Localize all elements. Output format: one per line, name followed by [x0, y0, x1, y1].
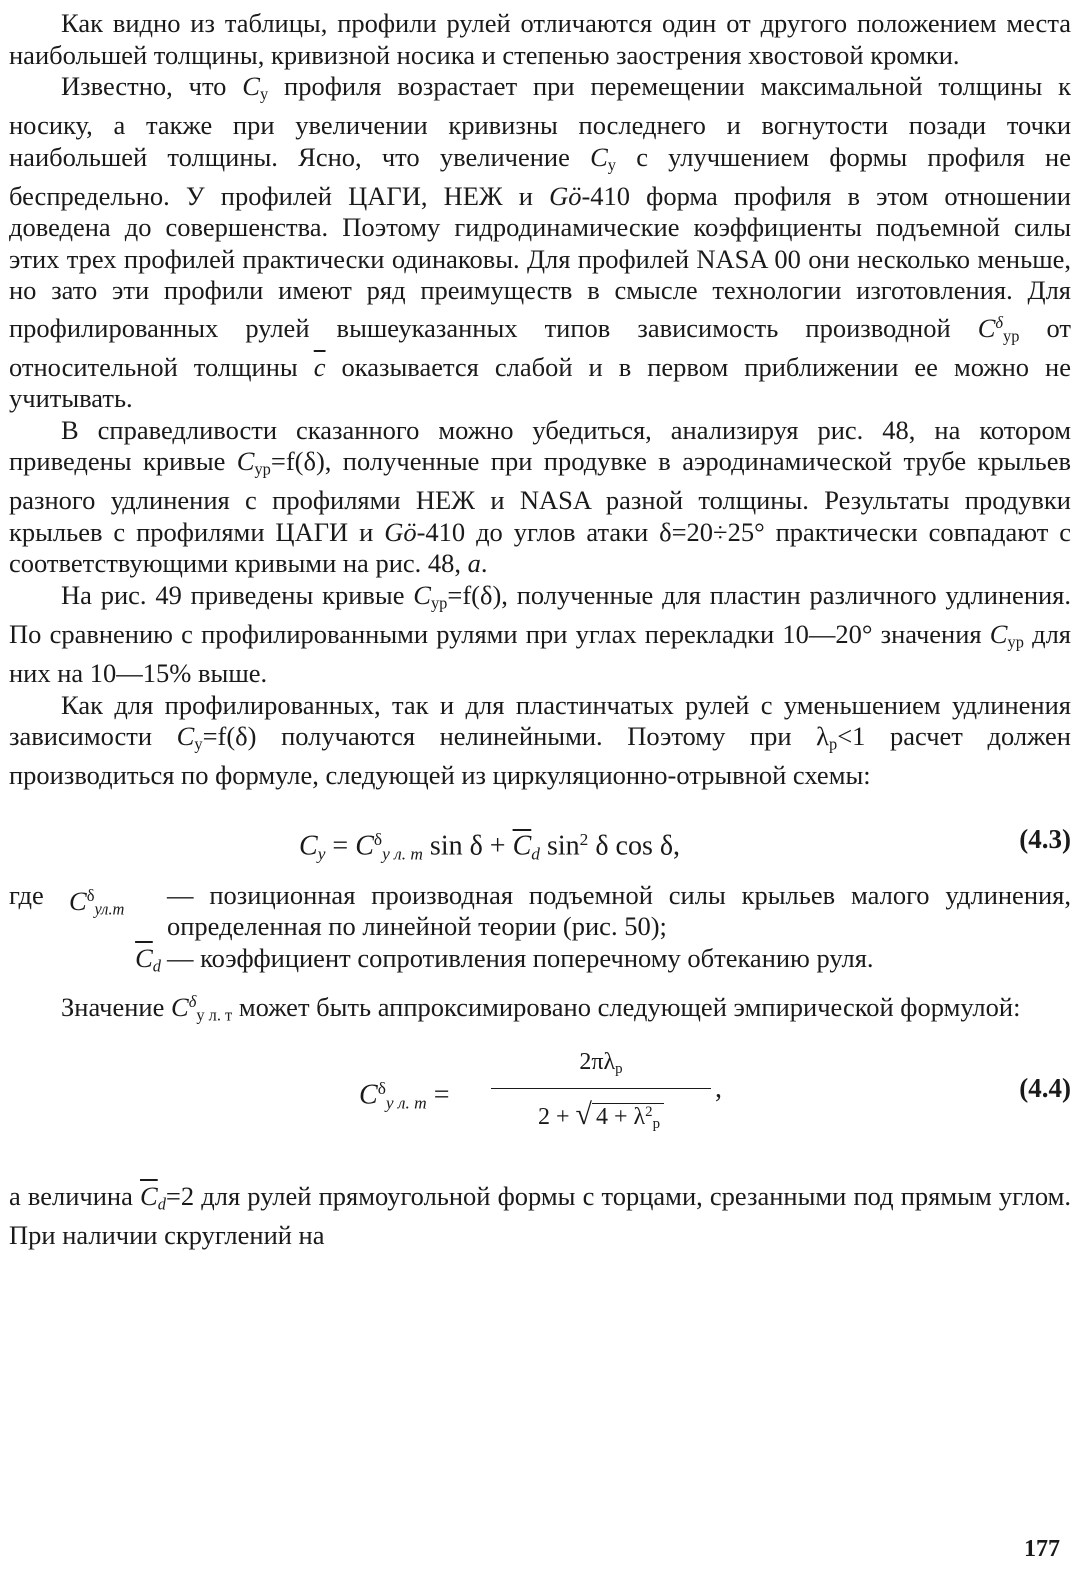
definition-text-1: — позиционная производная подъемной силы крыльев малого удлинения, определенная по линейной теории (рис. 50);: [167, 879, 1071, 942]
equation-number-4-3: (4.3): [1019, 823, 1071, 854]
symbol-cd-sub: d: [157, 1194, 166, 1214]
fraction-denominator: 2 + √ $4 + \lambda^2_p$: [491, 1089, 711, 1141]
symbol-f-delta-2: =f(δ): [447, 579, 502, 610]
p6-text-a: Значение: [61, 991, 171, 1022]
p5-text-a: Как для профилированных, так и для пластинчатых рулей с уменьшением удлинения зависимости: [9, 689, 1071, 752]
symbol-lambda-p: $\lambda_p<1$: [816, 721, 866, 754]
p3-text-b: , полученные при продувке в аэродинамической трубе крыльев разного удлинения с профилями НЕЖ и NASA разной толщины. Результаты продувки крыльев с профилями ЦАГИ и: [9, 446, 1071, 547]
p6-text-b: может быть аппроксимировано следующей эмпирической формулой:: [232, 991, 1021, 1022]
p4-text-c: для них на 10—15% выше.: [9, 619, 1071, 689]
paragraph-5: [9, 690, 1071, 792]
definition-lead: где: [9, 879, 44, 910]
definition-symbol-2: $\overline{C}_d$: [135, 942, 161, 976]
symbol-cy-2: $C_y$: [590, 141, 616, 175]
formula-4-4-comma: ,: [715, 1072, 722, 1104]
paragraph-1: [9, 8, 1071, 71]
p2-text-a: Известно, что: [61, 71, 243, 101]
document-page: [9, 8, 1071, 1252]
symbol-f-delta-3: =f(δ): [202, 721, 257, 752]
symbol-cy: $C_y$: [242, 71, 269, 104]
paragraph-7: [9, 1181, 1071, 1252]
formula-4-3: [9, 814, 1071, 872]
p5-text-b: получаются нелинейными. Поэтому при: [256, 721, 817, 752]
symbol-cyp-f: $C_{yp}$: [236, 446, 271, 479]
symbol-eq-2: =2: [165, 1180, 195, 1211]
symbol-cd-bar: $\overline{C}$: [140, 1180, 158, 1211]
fraction-numerator: $2\pi\lambda_p$: [491, 1047, 711, 1089]
symbol-cyp: $C_{yp}$: [413, 579, 448, 613]
formula-4-4: [9, 1045, 1071, 1155]
definition-symbol-1: $C^\delta_{ул.т}$: [69, 885, 125, 919]
symbol-a: a: [467, 548, 481, 579]
p2-text-c: с улучшением формы профиля не беспредельно. У профилей ЦАГИ, НЕЖ и: [9, 141, 1071, 211]
paragraph-4: [9, 580, 1071, 690]
paragraph-2: [9, 71, 1071, 415]
p3-text-c: -410 до углов атаки δ=20÷25° практически совпадают с соответствующими кривыми на рис. 48,: [9, 516, 1071, 579]
symbol-c-delta-yp: $C^\delta_{yp}$: [977, 312, 1020, 346]
p2-text-b: профиля возрастает при перемещении максимальной толщины к носику, а также при увеличении кривизны последнего и вогнутости позади точки наибольшей толщины. Ясно, что увеличение: [9, 71, 1071, 172]
p2-text-d: -410 форма профиля в этом отношении доведена до совершенства. Поэтому гидродинамические коэффициенты подъемной силы этих трех профилей практически одинаковы. Для профилей NASA 00 они несколько меньше, но зато эти профили имеют ряд преимуществ в смысле технологии изготовления. Для профилированных рулей вышеуказанных типов зависимость производной: [9, 180, 1071, 343]
equation-number-4-4: (4.4): [1019, 1072, 1071, 1103]
symbol-c-delta-ylt: $C^\delta_{y л. т}$: [171, 991, 233, 1025]
symbol-f-delta: =f(δ): [270, 446, 325, 477]
formula-4-3-expression: $C_y = C^\delta_{y л. т}$ $\sin \delta + \overline{C}_d$ $\sin^2 \delta$ cos δ,: [299, 829, 681, 864]
definitions-list: [9, 880, 1071, 982]
formula-4-4-lhs: $C^\delta_{y л. т}$ =: [359, 1078, 450, 1113]
symbol-c-bar: $\overline{c}$: [313, 351, 326, 382]
p3-text-a: В справедливости сказанного можно убедиться, анализируя рис. 48, на котором приведены кривые: [9, 414, 1071, 477]
definition-row-1: [9, 880, 1071, 943]
paragraph-1-text: Как видно из таблицы, профили рулей отличаются один от другого положением места наибольшей толщины, кривизной носика и степенью заострения хвостовой кромки.: [9, 8, 1071, 70]
p2-text-e: от относительной толщины: [9, 312, 1071, 382]
symbol-go: Gö: [549, 180, 582, 211]
p4-text-a: На рис. 49 приведены кривые: [61, 579, 414, 610]
p3-text-d: .: [480, 548, 488, 579]
p2-text-f: оказывается слабой и в первом приближении ее можно не учитывать.: [9, 351, 1072, 414]
p7-text-b: для рулей прямоугольной формы с торцами, срезанными под прямым углом. При наличии скруглений на: [9, 1180, 1071, 1250]
symbol-go-2: Gö: [384, 516, 417, 547]
symbol-cy-f: $C_y$: [176, 721, 203, 754]
paragraph-6: [9, 986, 1071, 1031]
definition-text-2: — коэффициент сопротивления поперечному обтеканию руля.: [167, 942, 874, 973]
symbol-cyp-2: $C_{yp}$: [989, 619, 1024, 652]
p4-text-b: , полученные для пластин различного удлинения. По сравнению с профилированными рулями при углах перекладки 10—20° значения: [9, 579, 1071, 649]
p5-text-c: расчет должен производиться по формуле, следующей из циркуляционно-отрывной схемы:: [9, 721, 1071, 791]
formula-4-4-fraction: [491, 1047, 711, 1141]
definition-row-2: [9, 943, 1071, 982]
page-number: 177: [1024, 1536, 1060, 1562]
paragraph-3: [9, 415, 1071, 580]
p7-text-a: а величина: [9, 1180, 141, 1211]
